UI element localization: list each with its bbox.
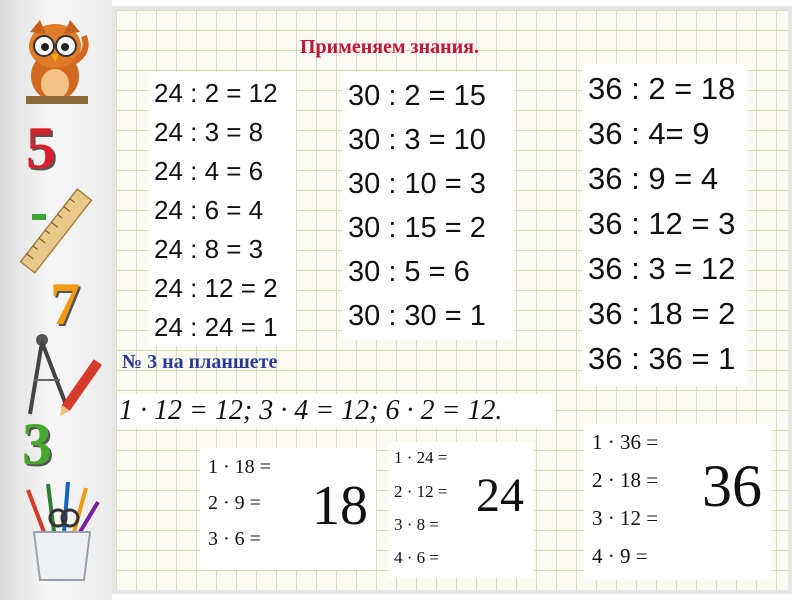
factor-line: 1 · 36 = [592, 430, 659, 454]
equation-line: 30 : 30 = 1 [348, 300, 486, 332]
factor-line: 2 · 12 = [394, 482, 448, 501]
equation-line: 36 : 36 = 1 [588, 341, 736, 376]
equation-line: 36 : 2 = 18 [588, 71, 736, 106]
group-result: 24 [476, 469, 524, 522]
factor-line: 3 · 6 = [208, 528, 261, 550]
page-title: Применяем знания. [300, 36, 479, 58]
equation-line: 24 : 6 = 4 [154, 195, 264, 225]
factor-line: 3 · 12 = [592, 506, 659, 530]
multiplication-line: 1 · 12 = 12; 3 · 4 = 12; 6 · 2 = 12. [117, 394, 555, 428]
equation-line: 30 : 5 = 6 [348, 256, 470, 288]
factor-group-24 [388, 442, 534, 578]
ruler-icon [14, 188, 98, 274]
equation-line: 30 : 10 = 3 [348, 168, 486, 200]
division-column-36 [582, 64, 748, 386]
digit-three-icon: 3 [22, 411, 52, 477]
task-label: № 3 на планшете [122, 351, 278, 373]
factor-line: 2 · 9 = [208, 492, 261, 514]
compass-icon [16, 328, 102, 424]
digit-five-icon: 5 [26, 115, 56, 181]
factor-line: 2 · 18 = [592, 468, 659, 492]
equation-line: 36 : 3 = 12 [588, 251, 736, 286]
equation-line: 36 : 9 = 4 [588, 161, 719, 196]
factor-line: 1 · 24 = [394, 448, 448, 467]
digit-seven-icon: 7 [50, 271, 80, 337]
sidebar [0, 0, 112, 600]
equation-line: 24 : 3 = 8 [154, 117, 264, 147]
equation-line: 36 : 18 = 2 [588, 296, 736, 331]
equation-line: 30 : 2 = 15 [348, 80, 486, 112]
group-result: 18 [312, 475, 368, 537]
group-result: 36 [702, 453, 762, 519]
owl-icon [14, 14, 96, 106]
equation-line: 36 : 12 = 3 [588, 206, 736, 241]
factor-line: 4 · 6 = [394, 548, 439, 567]
division-column-30 [342, 72, 514, 340]
equation-line: 24 : 4 = 6 [154, 156, 264, 186]
factor-line: 4 · 9 = [592, 544, 648, 568]
equation-line: 24 : 2 = 12 [154, 78, 278, 108]
equation-line: 36 : 4= 9 [588, 116, 710, 151]
equation-line: 24 : 8 = 3 [154, 234, 264, 264]
equation-line: 30 : 15 = 2 [348, 212, 486, 244]
factor-group-36 [584, 424, 772, 580]
factor-line: 3 · 8 = [394, 515, 439, 534]
equation-line: 24 : 12 = 2 [154, 273, 278, 303]
pencil-cup-icon [22, 480, 102, 584]
division-column-24 [148, 72, 296, 346]
equation-line: 24 : 24 = 1 [154, 312, 278, 342]
factor-group-18 [200, 448, 376, 570]
factor-line: 1 · 18 = [208, 456, 271, 478]
equation-line: 30 : 3 = 10 [348, 124, 486, 156]
